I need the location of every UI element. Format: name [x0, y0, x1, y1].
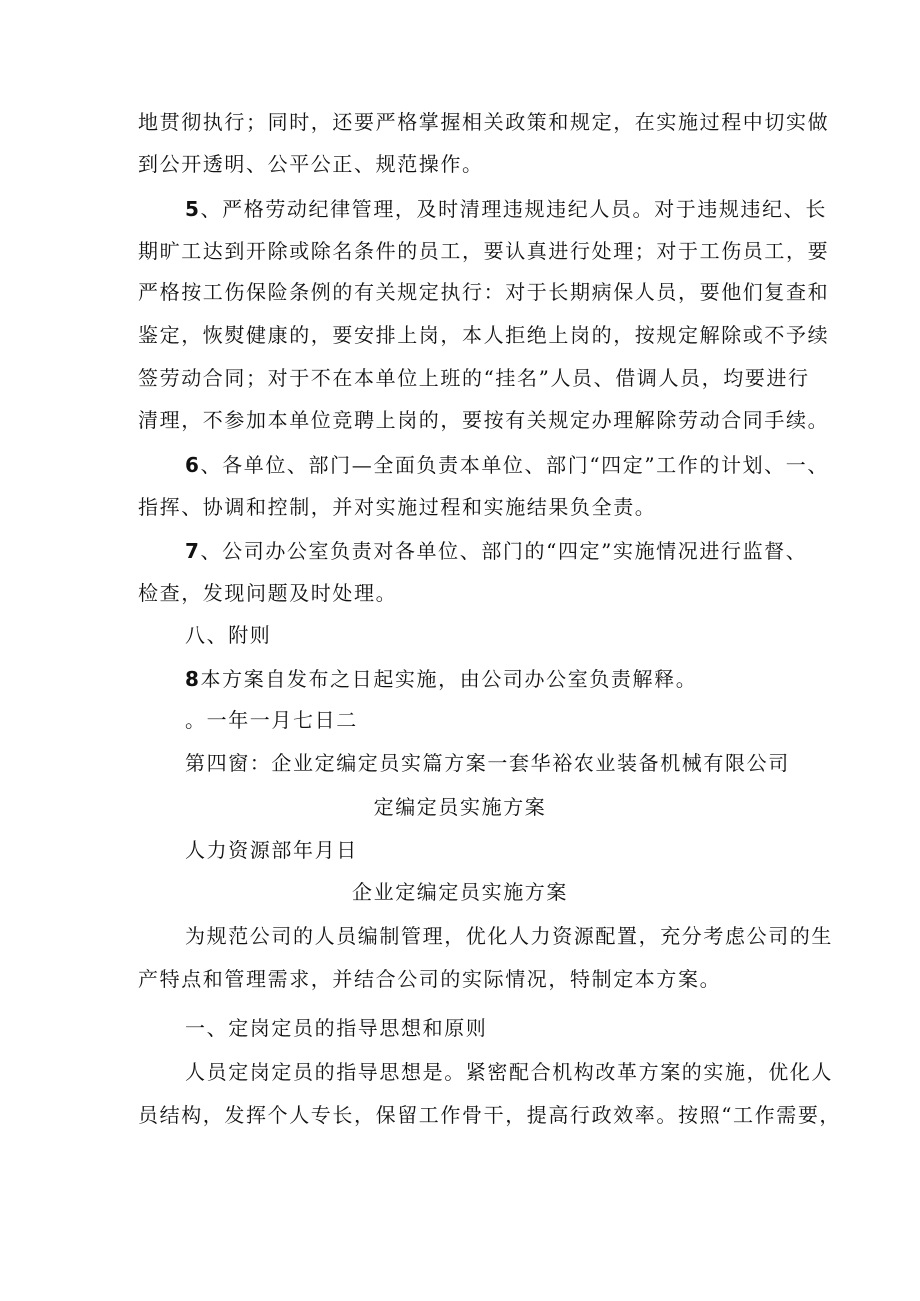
text-line-1: 地贯彻执行；同时，还要严格掌握相关政策和规定，在实施过程中切实做: [138, 110, 830, 134]
item-text: 、严格劳动纪律管理，及时清理违规违纪人员。对于违规违纪、长: [200, 197, 827, 221]
item-5-line-6: 清理，不参加本单位竞聘上岗的，要按有关规定办理解除劳动合同手续。: [138, 408, 830, 432]
paragraph-line-1: 人员定岗定员的指导思想是。紧密配合机构改革方案的实施，优化人: [185, 1060, 833, 1084]
item-number: 8: [185, 667, 201, 691]
item-number: 6: [185, 453, 201, 477]
chapter-title: 第四窗：企业定编定员实篇方案一套华裕农业装备机械有限公司: [185, 751, 790, 775]
section-heading-appendix: 八、附则: [185, 623, 272, 647]
paragraph-line-2: 员结构，发挥个人专长，保留工作骨干，提高行政效率。按照“工作需要，: [138, 1103, 842, 1127]
item-text: 、各单位、部门—全面负责本单位、部门“四定”工作的计划、一、: [200, 453, 829, 477]
intro-line-2: 产特点和管理需求，并结合公司的实际情况，特制定本方案。: [138, 967, 722, 991]
intro-line-1: 为规范公司的人员编制管理，优化人力资源配置，充分考虑公司的生: [185, 924, 833, 948]
item-5-line-1: [185, 195, 827, 223]
department-date-line: 人力资源部年月日: [185, 838, 358, 862]
section-title: 企业定编定员实施方案: [352, 880, 568, 904]
date-line: 。一年一月七日二: [185, 708, 358, 732]
item-8-line: [185, 665, 697, 693]
item-5-line-4: 鉴定，恢熨健康的，要安排上岗，本人拒绝上岗的，按规定解除或不予续: [138, 323, 830, 347]
item-text: 、公司办公室负责对各单位、部门的“四定”实施情况进行监督、: [200, 539, 808, 563]
item-number: 5: [185, 197, 201, 221]
item-5-line-3: 严格按工伤保险条例的有关规定执行：对于长期病保人员，要他们复查和: [138, 280, 830, 304]
document-title: 定编定员实施方案: [373, 795, 547, 819]
item-6-line-2: 指挥、协调和控制，并对实施过程和实施结果负全责。: [138, 495, 657, 519]
item-7-line-1: [185, 537, 807, 565]
text-line-2: 到公开透明、公平公正、规范操作。: [138, 152, 484, 176]
item-6-line-1: [185, 451, 829, 479]
item-text: 本方案自发布之日起实施，由公司办公室负责解释。: [200, 667, 698, 691]
item-7-line-2: 检查，发现问题及时处理。: [138, 581, 398, 605]
item-number: 7: [185, 539, 201, 563]
section-heading-1: 一、定岗定员的指导思想和原则: [185, 1016, 488, 1040]
item-5-line-5: 签劳动合同；对于不在本单位上班的“挂名”人员、借调人员，均要进行: [138, 366, 810, 390]
item-5-line-2: 期旷工达到开除或除名条件的员工，要认真进行处理；对于工伤员工，要: [138, 239, 830, 263]
